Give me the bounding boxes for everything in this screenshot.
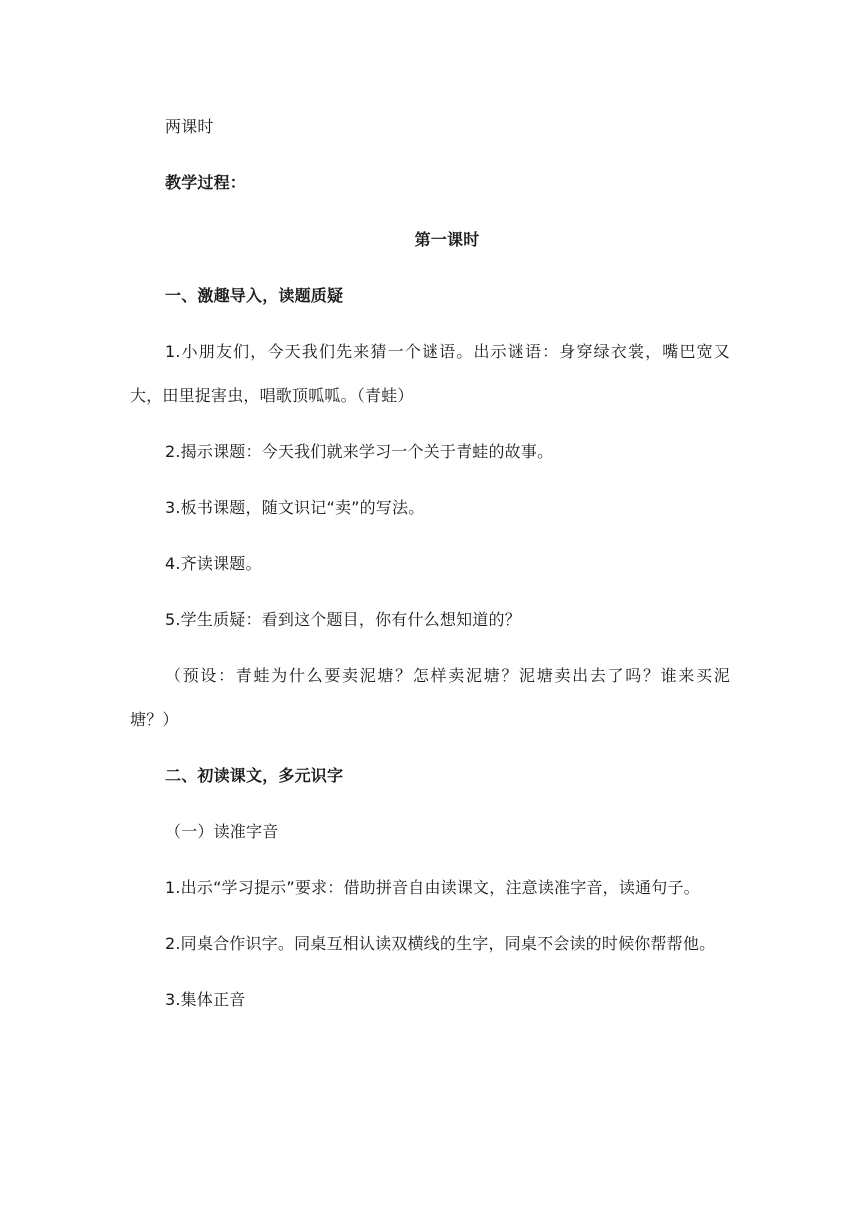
- section2-item1: 1.出示“学习提示”要求：借助拼音自由读课文，注意读准字音，读通句子。: [165, 878, 700, 897]
- section1-item2: 2.揭示课题：今天我们就来学习一个关于青蛙的故事。: [165, 442, 554, 461]
- section2-sub1: （一）读准字音: [165, 822, 279, 841]
- section1-item5: 5.学生质疑：看到这个题目，你有什么想知道的？: [165, 610, 521, 629]
- section1-item4: 4.齐读课题。: [165, 554, 262, 573]
- section2-item2: 2.同桌合作识字。同桌互相认读双横线的生字，同桌不会读的时候你帮帮他。: [165, 934, 716, 953]
- section1-preset-line2: 塘？）: [130, 710, 179, 729]
- section1-item1-line1: 1.小朋友们，今天我们先来猜一个谜语。出示谜语：身穿绿衣裳，嘴巴宽又: [165, 342, 730, 361]
- process-heading: 教学过程：: [165, 173, 247, 192]
- section1-item3: 3.板书课题，随文识记“卖”的写法。: [165, 498, 425, 517]
- section1-item1-line2: 大，田里捉害虫，唱歌顶呱呱。（青蛙）: [130, 386, 414, 405]
- section2-heading: 二、初读课文，多元识字: [165, 766, 344, 785]
- lesson-duration: 两课时: [165, 117, 214, 136]
- section1-heading: 一、激趣导入，读题质疑: [165, 286, 344, 305]
- section1-preset-line1: （预设：青蛙为什么要卖泥塘？怎样卖泥塘？泥塘卖出去了吗？谁来买泥: [165, 666, 730, 685]
- section2-item3: 3.集体正音: [165, 990, 246, 1009]
- lesson-title: 第一课时: [414, 230, 480, 249]
